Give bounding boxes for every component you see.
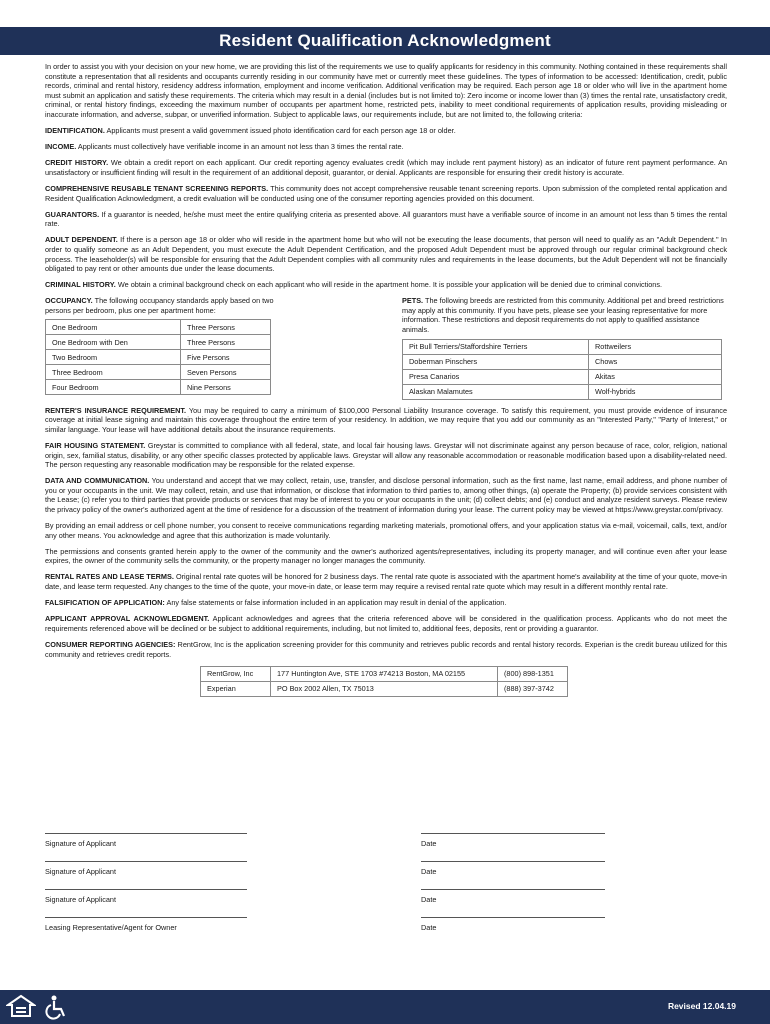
agencies-table [200,666,568,697]
table-row: One Bedroom Three Persons [46,320,271,335]
equal-housing-icon [6,994,36,1020]
occupancy-pets-columns [45,296,727,399]
rental-rates-section: RENTAL RATES AND LEASE TERMS. Original rental rate quotes will be honored for 2 business days. The rental rate quote is associated with the apartment home's availability at the time of your quote, move-in date, and lease term requested. Any changes to the time of the quote, your move-in date, or lease term may require a revised rental rate quote which may result in a different monthly rental rate. [45,572,727,592]
table-row: One Bedroom with Den Three Persons [46,335,271,350]
pets-section: PETS. The following breeds are restricted from this community. Additional pet and breed restrictions may apply at this community. If you have pets, please see your leasing representative for more information. These restrictions and deposit requirements do not apply to qualified assistance animals. [402,296,724,335]
consumer-agencies-section: CONSUMER REPORTING AGENCIES: RentGrow, Inc is the application screening provider for this community and retrieves public records and rental history records. Experian is the credit bureau utilized for this community and retrieves credit reports. [45,639,727,659]
adult-dependent-section: ADULT DEPENDENT. If there is a person age 18 or older who will reside in the apartment home but who will not be executing the lease documents, that person will need to qualify as an "Adult Dependent." In order to qualify someone as an Adult Dependent, you must execute the Adult Dependent Certification, and the proposed Adult Dependent must be approved through our regular criminal background check process. The leaseholder(s) will be responsible for ensuring that the Adult Dependent complies with all community rules and requirements in the lease documents, but the Adult Dependent will not be financially obligated to pay rent or other amounts due under the lease documents. [45,235,727,274]
date-line[interactable] [421,861,605,867]
table-row: Two Bedroom Five Persons [46,350,271,365]
criminal-section: CRIMINAL HISTORY. We obtain a criminal background check on each applicant who will reside in the apartment home. It is possible your application will be denied due to criminal convictions. [45,280,663,290]
footer-bar [0,990,770,1024]
fair-housing-section: FAIR HOUSING STATEMENT. Greystar is committed to compliance with all federal, state, and local fair housing laws. Greystar will not discriminate against any person because of race, color, religion, national origin, sex, familial status, disability, or any other specific classes protected by applicable laws. Greystar will allow any reasonable accommodation or reasonable modification based upon a disability-related need. The person requesting any reasonable modification may be responsible for the related expense. [45,440,727,470]
screening-section: COMPREHENSIVE REUSABLE TENANT SCREENING REPORTS. This community does not accept comprehensive reusable tenant screening reports. Upon submission of the completed rental application and Resident Qualification Acknowledgment, a credit evaluation will be conducted using one of the consumer reporting agencies provided on this document. [45,183,727,203]
signature-block [45,827,605,939]
date-label: Date [421,867,437,876]
pets-column [402,296,727,399]
table-row: Alaskan Malamutes Wolf-hybrids [403,384,722,399]
date-label: Date [421,895,437,904]
consent-paragraph: By providing an email address or cell phone number, you consent to receive communications regarding marketing materials, promotional offers, and your application status via e-mail, voicemail, calls, text, and/or any other means. You acknowledge and agree that this authorization is made voluntarily. [45,521,727,540]
occupancy-table [45,319,271,395]
table-row: Doberman Pinschers Chows [403,354,722,369]
date-label: Date [421,923,437,932]
table-row: Experian PO Box 2002 Allen, TX 75013 (888) 397-3742 [201,681,568,696]
table-row: Presa Canarios Akitas [403,369,722,384]
date-line[interactable] [421,889,605,895]
pets-table [402,339,722,400]
falsification-section: FALSIFICATION OF APPLICATION: Any false statements or false information included in an application may result in denial of the application. [45,598,507,608]
signature-label: Signature of Applicant [45,895,116,904]
credit-section: CREDIT HISTORY. We obtain a credit report on each applicant. Our credit reporting agency evaluates credit (which may include rent payment history) as an indicator of future rent payment performance. An unsatisfactory or insufficient finding will result in the requirement of an additional deposit, guarantor, or denial. Applicants are responsible for ensuring their credit history is accurate. [45,158,728,177]
signature-row [45,827,605,855]
occupancy-column [45,296,295,399]
signature-label: Leasing Representative/Agent for Owner [45,923,177,932]
page-title: Resident Qualification Acknowledgment [219,31,551,50]
document-body [45,62,727,697]
guarantors-section: GUARANTORS. If a guarantor is needed, he/she must meet the entire qualifying criteria as presented above. All guarantors must have a verifiable source of income in an amount not less than 5 times the rental rate. [45,209,727,229]
date-label: Date [421,839,437,848]
table-row: Three Bedroom Seven Persons [46,365,271,380]
permissions-paragraph: The permissions and consents granted herein apply to the owner of the community and the owner's authorized agents/representatives, including its property manager, and will continue even after your lease expires, the owner of the community sells the community, or the property manager no longer manages the community. [45,546,727,566]
approval-section: APPLICANT APPROVAL ACKNOWLEDGMENT. Applicant acknowledges and agrees that the criteria referenced above will be considered in the qualification process. Applicants who do not meet the requirements referenced above will be declined or be subject to additional requirements, including, but not limited to, additional fees, deposits, rent or providing a guarantor. [45,614,728,633]
date-line[interactable] [421,917,605,923]
table-row: Four Bedroom Nine Persons [46,380,271,395]
intro-paragraph: In order to assist you with your decision on your new home, we are providing this list of the requirements we use to qualify applicants for residency in this community. Nothing contained in these requirements shall constitute a representation that all residents and occupants currently residing in our community have met or currently meet these guidelines. The types of information to be accessed: Identification, credit, public records, criminal and rental history, residency address information, employment and income verification. Additional verification may be required. Each person age 18 or older who will live in the apartment home must submit an application and satisfy these requirements. The criteria which may result in a denial (includes but is not limited to): Zero income or income lower than (3) times the rental rate, unsatisfactory credit, criminal, or rental history findings, exceeding the maximum number of occupants per apartment home, restricted pets, inability to meet conditional requirements of application results, providing misleading or inaccurate information, and adverse, subpar, or unverified information. Subject to applicable laws, our requirements include, but are not limited to, the following criteria: [45,62,727,119]
income-section: INCOME. Applicants must collectively have verifiable income in an amount not less than 3 times the rental rate. [45,142,404,152]
identification-section: IDENTIFICATION. Applicants must present a valid government issued photo identification card for each person age 18 or older. [45,126,456,136]
data-communication-section: DATA AND COMMUNICATION. You understand and accept that we may collect, retain, use, transfer, and disclose personal information, such as the first name, last name, email address, and phone number of you or your occupants in the unit. We may collect, retain, and use that information, or disclose that information to third parties to, among other things, (a) operate the Property; (b) provide services consistent with the Lease; (c) refer you to third parties that provide products or services that may be of interest to you or your occupants in the unit; (d) collect debts; and (e) conduct and analyze resident surveys. Please review the privacy policy of the owner's authorized agent at the time of residence for a discussion of the treatment of information during your lease. The current policy may be viewed at https://www.greystar.com/privacy. [45,476,727,514]
header-bar [0,27,770,55]
table-row: Pit Bull Terriers/Staffordshire Terriers Rottweilers [403,339,722,354]
footer-icons [6,994,70,1020]
insurance-section: RENTER'S INSURANCE REQUIREMENT. You may be required to carry a minimum of $100,000 Personal Liability Insurance coverage. To satisfy this requirement, you must provide evidence of insurance coverage at initial lease signing and maintain this coverage throughout the entire term of your residency. In addition, we may require that you add our community as an "Interested Party," "Party of Interest," or similar language. Your lease will have additional details about the insurance requirements. [45,405,728,434]
revised-date: Revised 12.04.19 [667,1001,736,1011]
signature-row [45,855,605,883]
signature-label: Signature of Applicant [45,867,116,876]
signature-row [45,911,605,939]
date-line[interactable] [421,833,605,839]
table-row: RentGrow, Inc 177 Huntington Ave, STE 1703 #74213 Boston, MA 02155 (800) 898-1351 [201,666,568,681]
occupancy-section: OCCUPANCY. The following occupancy standards apply based on two persons per bedroom, plus one per apartment home: [45,296,274,315]
signature-row [45,883,605,911]
accessibility-icon [42,994,70,1020]
signature-label: Signature of Applicant [45,839,116,848]
